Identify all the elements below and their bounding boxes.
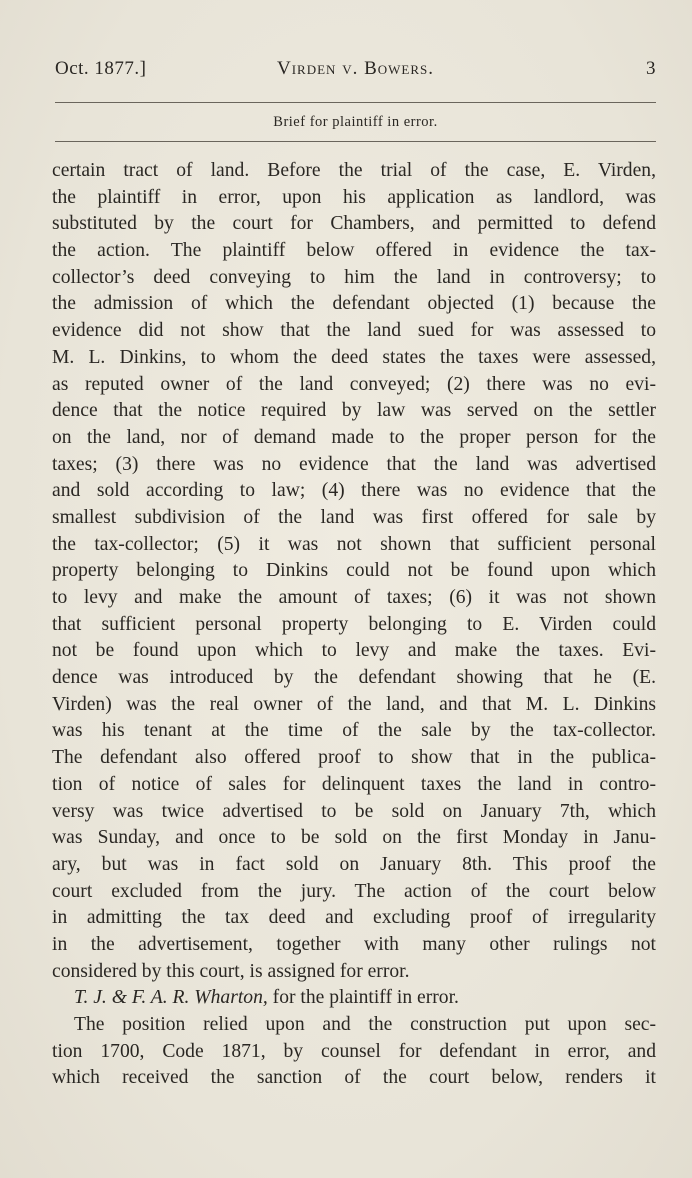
text-line: and sold according to law; (4) there was no evidence that the xyxy=(52,480,656,502)
text-line: that sufficient personal property belonging to E. Virden could xyxy=(52,613,656,635)
text-line: tion 1700, Code 1871, by counsel for defendant in error, and xyxy=(52,1040,656,1062)
text-line: versy was twice advertised to be sold on January 7th, which xyxy=(52,800,656,822)
text-line: was Sunday, and once to be sold on the first Monday in Janu- xyxy=(52,827,656,849)
text-line: which received the sanction of the court below, renders it xyxy=(52,1067,656,1089)
text-line: The defendant also offered proof to show that in the publica- xyxy=(52,747,656,769)
counsel-names: T. J. & F. A. R. Wharton, xyxy=(74,987,268,1009)
text-line: was his tenant at the time of the sale by the tax-collector. xyxy=(52,720,656,742)
running-head xyxy=(55,58,656,86)
text-line: dence that the notice required by law was served on the settler xyxy=(52,400,656,422)
text-line: substituted by the court for Chambers, and permitted to defend xyxy=(52,213,656,235)
text-line: ary, but was in fact sold on January 8th. This proof the xyxy=(52,853,656,875)
counsel-role: for the plaintiff in error. xyxy=(267,987,459,1009)
text-line: to levy and make the amount of taxes; (6) it was not shown xyxy=(52,587,656,608)
top-rule xyxy=(55,102,656,103)
running-head-date: Oct. 1877.] xyxy=(55,58,147,79)
text-line: on the land, nor of demand made to the proper person for the xyxy=(52,426,656,448)
running-head-case-title: Virden v. Bowers. xyxy=(277,58,434,79)
page-number: 3 xyxy=(646,58,656,79)
text-line: taxes; (3) there was no evidence that the land was advertised xyxy=(52,453,656,475)
text-line: the tax-collector; (5) it was not shown that sufficient personal xyxy=(52,533,656,555)
text-line: collector’s deed conveying to him the land in controversy; to xyxy=(52,266,656,288)
section-subhead: Brief for plaintiff in error. xyxy=(273,114,438,130)
text-line: smallest subdivision of the land was first offered for sale by xyxy=(52,506,656,528)
text-line: in the advertisement, together with many other rulings not xyxy=(52,933,656,955)
bottom-rule xyxy=(55,141,656,142)
text-line: as reputed owner of the land conveyed; (2) there was no evi- xyxy=(52,373,656,395)
text-line: The position relied upon and the construction put upon sec- xyxy=(74,1014,656,1035)
text-line: property belonging to Dinkins could not be found upon which xyxy=(52,560,656,582)
text-line: the action. The plaintiff below offered in evidence the tax- xyxy=(52,240,656,262)
text-line: dence was introduced by the defendant showing that he (E. xyxy=(52,667,656,689)
text-line: the plaintiff in error, upon his application as landlord, was xyxy=(52,186,656,208)
body-text xyxy=(52,158,656,1092)
text-line: in admitting the tax deed and excluding proof of irregularity xyxy=(52,907,656,929)
text-line: the admission of which the defendant objected (1) because the xyxy=(52,293,656,315)
text-line: not be found upon which to levy and make the taxes. Evi- xyxy=(52,640,656,662)
text-line: M. L. Dinkins, to whom the deed states the taxes were assessed, xyxy=(52,346,656,368)
text-line: evidence did not show that the land sued for was assessed to xyxy=(52,320,656,342)
text-line: tion of notice of sales for delinquent taxes the land in contro- xyxy=(52,773,656,795)
counsel-line xyxy=(52,985,656,1012)
text-line: certain tract of land. Before the trial of the case, E. Virden, xyxy=(52,160,656,181)
text-line: Virden) was the real owner of the land, and that M. L. Dinkins xyxy=(52,693,656,715)
text-line: considered by this court, is assigned for error. xyxy=(52,960,410,982)
text-line: court excluded from the jury. The action of the court below xyxy=(52,880,656,902)
